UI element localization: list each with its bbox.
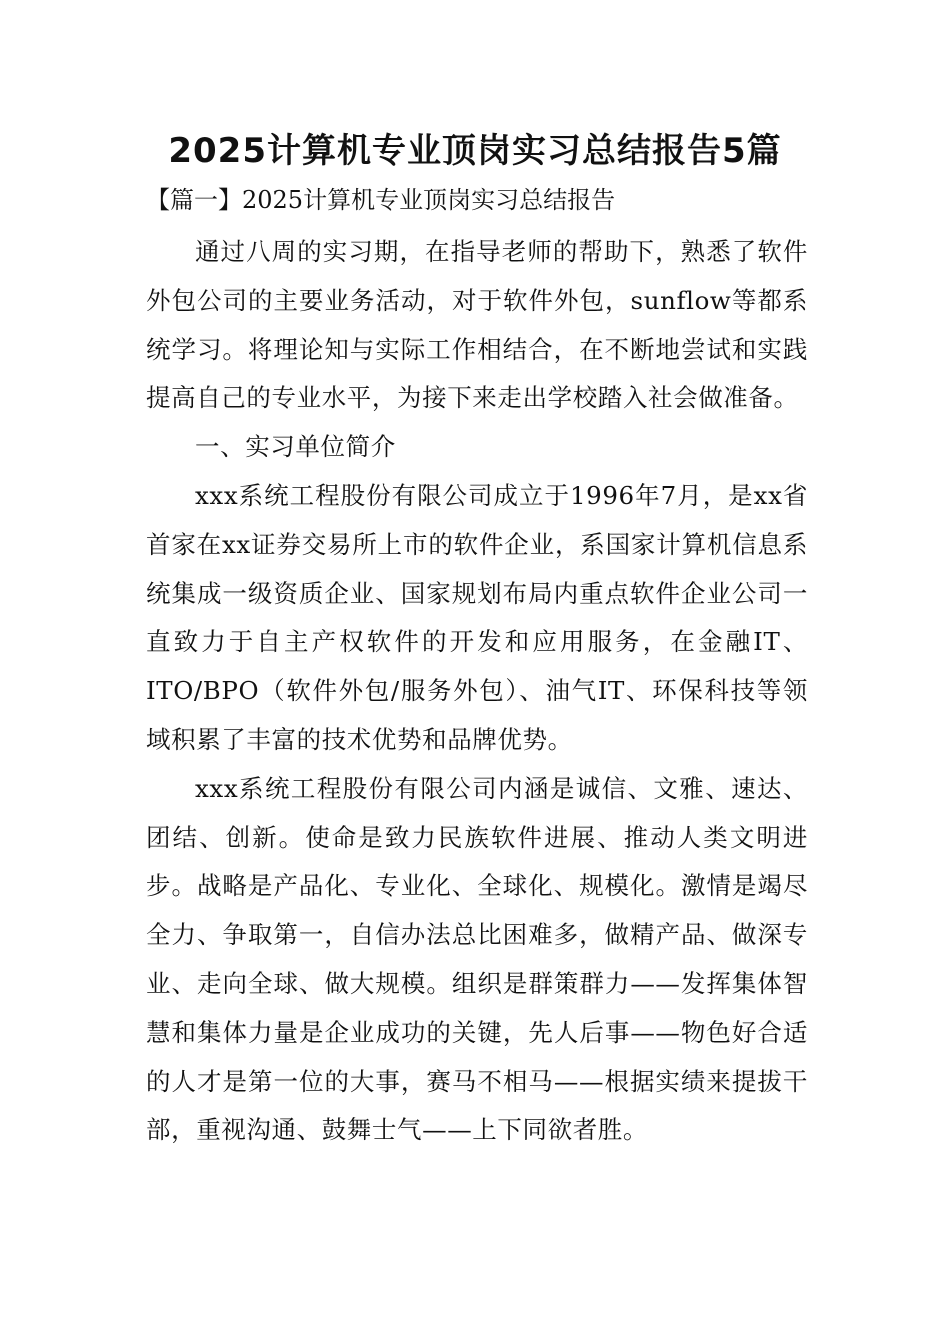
document-title: 2025计算机专业顶岗实习总结报告5篇 [168,131,782,171]
paragraph-company-culture: xxx系统工程股份有限公司内涵是诚信、文雅、速达、团结、创新。使命是致力民族软件进展、推动人类文明进步。战略是产品化、专业化、全球化、规模化。激情是竭尽全力、争取第一，自信办法总比困难多，做精产品、做深专业、走向全球、做大规模。组织是群策群力——发挥集体智慧和集体力量是企业成功的关键，先人后事——物色好合适的人才是第一位的大事，赛马不相马——根据实绩来提拔干部，重视沟通、鼓舞士气——上下同欲者胜。 [146,773,808,1145]
heading-company-profile: 一、实习单位简介 [195,432,396,462]
section-heading: 【篇一】2025计算机专业顶岗实习总结报告 [146,186,616,214]
document-body [146,228,808,1155]
paragraph-company-overview: xxx系统工程股份有限公司成立于1996年7月，是xx省首家在xx证券交易所上市的软件企业，系国家计算机信息系统集成一级资质企业、国家规划布局内重点软件企业公司一直致力于自主产权软件的开发和应用服务，在金融IT、ITO/BPO（软件外包/服务外包）、油气IT、环保科技等领域积累了丰富的技术优势和品牌优势。 [146,480,808,754]
paragraph-intro: 通过八周的实习期，在指导老师的帮助下，熟悉了软件外包公司的主要业务活动，对于软件外包，sunflow等都系统学习。将理论知与实际工作相结合，在不断地尝试和实践提高自己的专业水平，为接下来走出学校踏入社会做准备。 [146,237,808,413]
